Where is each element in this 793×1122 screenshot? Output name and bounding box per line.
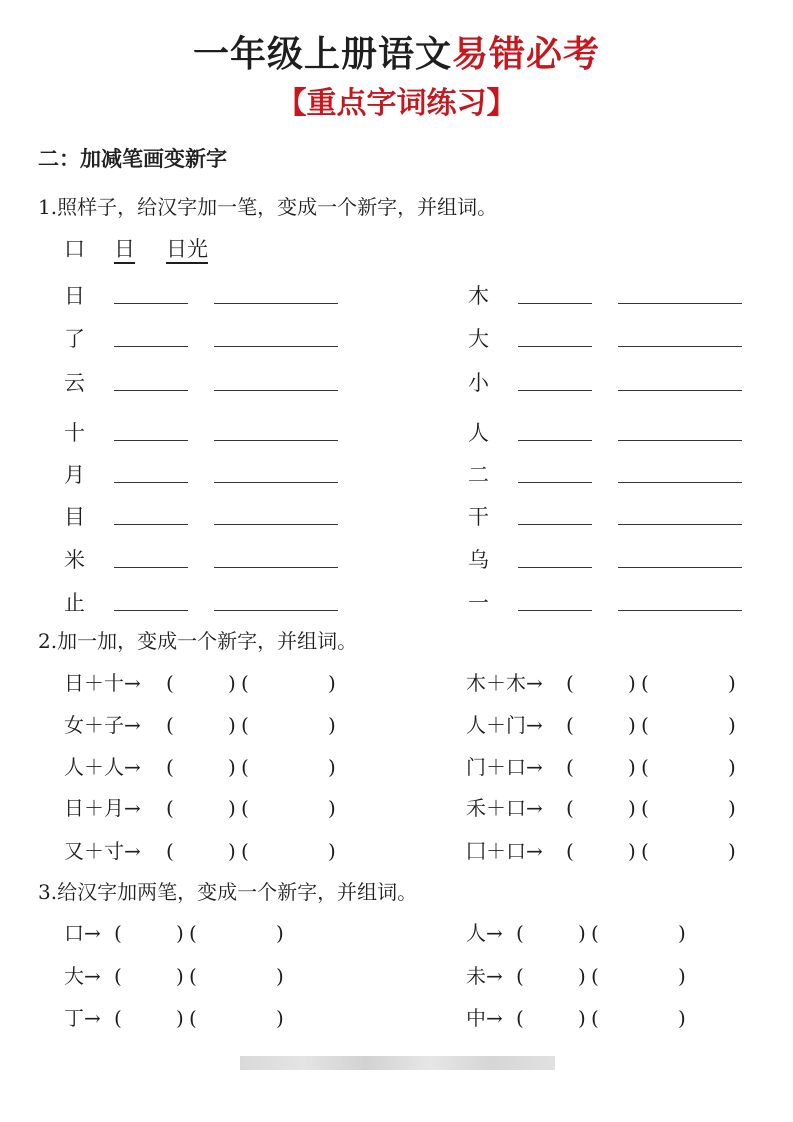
- new-char-blank[interactable]: [518, 390, 592, 391]
- q2-row-right: [466, 836, 756, 866]
- word-blank[interactable]: [618, 440, 742, 441]
- answer-word-open[interactable]: (: [241, 713, 249, 737]
- q2-row-left: [64, 710, 354, 740]
- q1-row-left: [64, 460, 354, 490]
- word-blank[interactable]: [214, 303, 338, 304]
- answer-word-close[interactable]: ): [678, 1006, 686, 1030]
- q1-char: 大: [468, 327, 489, 351]
- q1-char: 日: [64, 284, 85, 308]
- answer-char-open[interactable]: (: [566, 671, 574, 695]
- q1-char: 月: [64, 463, 85, 487]
- q1-row-right: [468, 460, 758, 490]
- answer-word-close[interactable]: ): [328, 755, 336, 779]
- q3-row-left: [64, 918, 354, 948]
- q3-row-right: [466, 961, 756, 991]
- word-blank[interactable]: [214, 482, 338, 483]
- answer-word-close[interactable]: ): [328, 713, 336, 737]
- q1-char: 止: [64, 591, 85, 615]
- answer-char-close[interactable]: ): [228, 671, 236, 695]
- answer-char-open[interactable]: (: [566, 755, 574, 779]
- word-blank[interactable]: [618, 303, 742, 304]
- title-highlight: 易错必考: [452, 34, 601, 75]
- answer-char-open[interactable]: (: [166, 796, 174, 820]
- section-heading: 二：加减笔画变新字: [38, 147, 227, 171]
- answer-char-close[interactable]: ): [176, 1006, 184, 1030]
- title-main: 一年级上册语文: [192, 34, 452, 75]
- answer-char-close[interactable]: ): [578, 921, 586, 945]
- answer-char-open[interactable]: (: [166, 839, 174, 863]
- word-blank[interactable]: [214, 440, 338, 441]
- q1-row-left: [64, 418, 354, 448]
- answer-word-close[interactable]: ): [276, 921, 284, 945]
- new-char-blank[interactable]: [114, 303, 188, 304]
- word-blank[interactable]: [214, 567, 338, 568]
- q2-row-left: [64, 793, 354, 823]
- answer-char-close[interactable]: ): [628, 755, 636, 779]
- q2-row-left: [64, 752, 354, 782]
- question-1-title: 1.照样子，给汉字加一笔，变成一个新字，并组词。: [38, 195, 498, 219]
- answer-word-open[interactable]: (: [241, 671, 249, 695]
- q1-row-left: [64, 545, 354, 575]
- q1-row-left: [64, 588, 354, 618]
- word-blank[interactable]: [214, 524, 338, 525]
- q3-row-right: [466, 918, 756, 948]
- new-char-blank[interactable]: [114, 610, 188, 611]
- q2-expression: 人＋人→: [64, 755, 141, 779]
- answer-word-open[interactable]: (: [591, 964, 599, 988]
- answer-word-close[interactable]: ): [328, 839, 336, 863]
- answer-char-close[interactable]: ): [176, 964, 184, 988]
- page-subtitle: 【重点字词练习】: [276, 86, 517, 121]
- word-blank[interactable]: [618, 524, 742, 525]
- new-char-blank[interactable]: [518, 610, 592, 611]
- new-char-blank[interactable]: [518, 440, 592, 441]
- answer-word-open[interactable]: (: [641, 796, 649, 820]
- answer-char-open[interactable]: (: [566, 839, 574, 863]
- answer-word-close[interactable]: ): [678, 921, 686, 945]
- q1-row-left: [64, 368, 354, 398]
- answer-char-close[interactable]: ): [228, 755, 236, 779]
- new-char-blank[interactable]: [518, 303, 592, 304]
- new-char-blank[interactable]: [114, 482, 188, 483]
- word-blank[interactable]: [214, 610, 338, 611]
- answer-word-close[interactable]: ): [728, 755, 736, 779]
- new-char-blank[interactable]: [114, 567, 188, 568]
- q1-char: 干: [468, 505, 489, 529]
- q1-row-right: [468, 324, 758, 354]
- answer-word-open[interactable]: (: [591, 921, 599, 945]
- answer-word-close[interactable]: ): [276, 964, 284, 988]
- q1-char: 乌: [468, 548, 489, 572]
- answer-char-open[interactable]: (: [166, 713, 174, 737]
- new-char-blank[interactable]: [518, 482, 592, 483]
- answer-char-open[interactable]: (: [114, 964, 122, 988]
- q1-char: 了: [64, 327, 85, 351]
- answer-word-close[interactable]: ): [728, 671, 736, 695]
- answer-char-open[interactable]: (: [566, 713, 574, 737]
- answer-char-close[interactable]: ): [628, 796, 636, 820]
- q2-expression: 人＋门→: [466, 713, 543, 737]
- q1-char: 米: [64, 548, 85, 572]
- example-char: 口: [64, 237, 85, 261]
- new-char-blank[interactable]: [114, 390, 188, 391]
- answer-char-open[interactable]: (: [516, 964, 524, 988]
- q2-row-left: [64, 668, 354, 698]
- q1-char: 木: [468, 284, 489, 308]
- q2-expression: 禾＋口→: [466, 796, 543, 820]
- answer-char-open[interactable]: (: [166, 671, 174, 695]
- q2-expression: 女＋子→: [64, 713, 141, 737]
- answer-char-close[interactable]: ): [578, 964, 586, 988]
- q1-row-left: [64, 502, 354, 532]
- q2-row-right: [466, 668, 756, 698]
- q2-row-right: [466, 710, 756, 740]
- q1-row-right: [468, 368, 758, 398]
- answer-char-open[interactable]: (: [566, 796, 574, 820]
- answer-word-open[interactable]: (: [641, 839, 649, 863]
- footer-watermark-bar: [240, 1056, 555, 1070]
- q3-expression: 丁→: [64, 1006, 101, 1030]
- answer-word-close[interactable]: ): [728, 713, 736, 737]
- answer-word-close[interactable]: ): [728, 839, 736, 863]
- word-blank[interactable]: [618, 610, 742, 611]
- q1-row-right: [468, 281, 758, 311]
- answer-word-close[interactable]: ): [678, 964, 686, 988]
- q1-char: 云: [64, 371, 85, 395]
- answer-word-open[interactable]: (: [641, 713, 649, 737]
- answer-char-open[interactable]: (: [114, 1006, 122, 1030]
- q2-expression: 日＋十→: [64, 671, 141, 695]
- answer-word-close[interactable]: ): [328, 671, 336, 695]
- answer-char-close[interactable]: ): [578, 1006, 586, 1030]
- new-char-blank[interactable]: [518, 567, 592, 568]
- q1-row-right: [468, 502, 758, 532]
- q3-row-left: [64, 1003, 354, 1033]
- q1-char: 目: [64, 505, 85, 529]
- word-blank[interactable]: [618, 482, 742, 483]
- q2-expression: 木＋木→: [466, 671, 543, 695]
- new-char-blank[interactable]: [518, 524, 592, 525]
- q2-expression: 囗＋口→: [466, 839, 543, 863]
- new-char-blank[interactable]: [114, 346, 188, 347]
- answer-word-open[interactable]: (: [189, 921, 197, 945]
- answer-word-open[interactable]: (: [241, 796, 249, 820]
- q2-expression: 日＋月→: [64, 796, 141, 820]
- new-char-blank[interactable]: [114, 440, 188, 441]
- answer-char-close[interactable]: ): [228, 796, 236, 820]
- word-blank[interactable]: [618, 390, 742, 391]
- answer-char-close[interactable]: ): [228, 713, 236, 737]
- q1-row-left: [64, 324, 354, 354]
- example-word: 日光: [166, 237, 208, 261]
- q1-char: 二: [468, 463, 489, 487]
- q2-expression: 门＋口→: [466, 755, 543, 779]
- q3-expression: 未→: [466, 964, 503, 988]
- answer-char-close[interactable]: ): [176, 921, 184, 945]
- answer-word-close[interactable]: ): [728, 796, 736, 820]
- q1-char: 人: [468, 421, 489, 445]
- answer-word-open[interactable]: (: [641, 755, 649, 779]
- answer-word-open[interactable]: (: [189, 1006, 197, 1030]
- q2-row-right: [466, 793, 756, 823]
- answer-word-open[interactable]: (: [241, 755, 249, 779]
- example-new-char: 日: [114, 237, 135, 261]
- word-blank[interactable]: [214, 346, 338, 347]
- answer-char-open[interactable]: (: [114, 921, 122, 945]
- word-blank[interactable]: [214, 390, 338, 391]
- question-2-title: 2.加一加，变成一个新字，并组词。: [38, 629, 358, 653]
- page-title: [0, 30, 793, 80]
- word-blank[interactable]: [618, 346, 742, 347]
- answer-char-open[interactable]: (: [166, 755, 174, 779]
- answer-word-close[interactable]: ): [328, 796, 336, 820]
- q2-expression: 又＋寸→: [64, 839, 141, 863]
- q1-row-right: [468, 545, 758, 575]
- answer-word-open[interactable]: (: [241, 839, 249, 863]
- q1-char: 十: [64, 421, 85, 445]
- q3-row-left: [64, 961, 354, 991]
- q3-row-right: [466, 1003, 756, 1033]
- word-blank[interactable]: [618, 567, 742, 568]
- question-3-title: 3.给汉字加两笔，变成一个新字，并组词。: [38, 880, 418, 904]
- q1-row-right: [468, 418, 758, 448]
- q2-row-left: [64, 836, 354, 866]
- answer-word-open[interactable]: (: [641, 671, 649, 695]
- new-char-blank[interactable]: [518, 346, 592, 347]
- answer-word-open[interactable]: (: [591, 1006, 599, 1030]
- answer-char-close[interactable]: ): [628, 713, 636, 737]
- q3-expression: 人→: [466, 921, 503, 945]
- q3-expression: 大→: [64, 964, 101, 988]
- q1-char: 一: [468, 591, 489, 615]
- answer-word-close[interactable]: ): [276, 1006, 284, 1030]
- q3-expression: 口→: [64, 921, 101, 945]
- answer-char-close[interactable]: ): [628, 671, 636, 695]
- answer-char-open[interactable]: (: [516, 921, 524, 945]
- answer-char-close[interactable]: ): [628, 839, 636, 863]
- new-char-blank[interactable]: [114, 524, 188, 525]
- q1-row-right: [468, 588, 758, 618]
- q1-row-left: [64, 281, 354, 311]
- answer-word-open[interactable]: (: [189, 964, 197, 988]
- q1-char: 小: [468, 371, 489, 395]
- answer-char-open[interactable]: (: [516, 1006, 524, 1030]
- q2-row-right: [466, 752, 756, 782]
- q3-expression: 中→: [466, 1006, 503, 1030]
- answer-char-close[interactable]: ): [228, 839, 236, 863]
